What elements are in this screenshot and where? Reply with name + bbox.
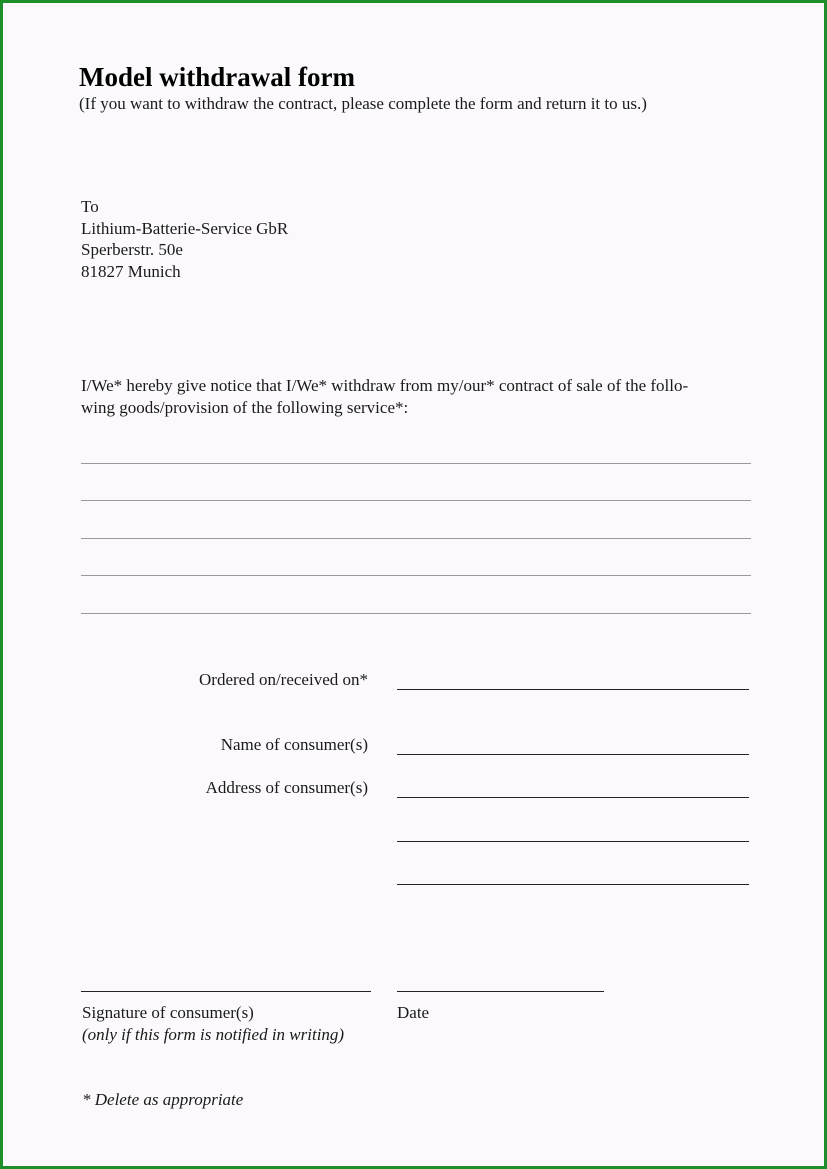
- goods-line-5[interactable]: [81, 613, 751, 614]
- recipient-to: To: [81, 197, 99, 216]
- name-label: Name of consumer(s): [220, 735, 368, 754]
- recipient-street: Sperberstr. 50e: [81, 240, 183, 259]
- signature-field[interactable]: [81, 991, 371, 992]
- name-field[interactable]: [397, 754, 749, 755]
- date-field[interactable]: [397, 991, 604, 992]
- signature-label: Signature of consumer(s): [82, 1003, 254, 1022]
- recipient-city: 81827 Munich: [81, 261, 181, 281]
- notice-line-1: I/We* hereby give notice that I/We* withdraw from my/our* contract of sale of the follo-: [81, 376, 689, 395]
- address-label: Address of consumer(s): [205, 778, 368, 797]
- recipient-address: [81, 196, 288, 282]
- footnote: * Delete as appropriate: [82, 1090, 244, 1109]
- ordered-field[interactable]: [397, 689, 749, 690]
- goods-line-4[interactable]: [81, 575, 751, 576]
- goods-line-3[interactable]: [81, 538, 751, 539]
- signature-note: (only if this form is notified in writing): [82, 1025, 345, 1044]
- withdrawal-notice: [81, 375, 751, 418]
- address-field-3[interactable]: [397, 884, 749, 885]
- goods-line-1[interactable]: [81, 463, 751, 464]
- notice-line-2: wing goods/provision of the following service*:: [81, 397, 409, 417]
- ordered-label: Ordered on/received on*: [199, 670, 368, 689]
- goods-line-2[interactable]: [81, 500, 751, 501]
- date-label: Date: [397, 1003, 430, 1022]
- address-field-1[interactable]: [397, 797, 749, 798]
- page-subtitle: (If you want to withdraw the contract, please complete the form and return it to us.): [79, 94, 647, 113]
- address-field-2[interactable]: [397, 841, 749, 842]
- recipient-company: Lithium-Batterie-Service GbR: [81, 218, 289, 238]
- page-title: Model withdrawal form: [79, 62, 355, 92]
